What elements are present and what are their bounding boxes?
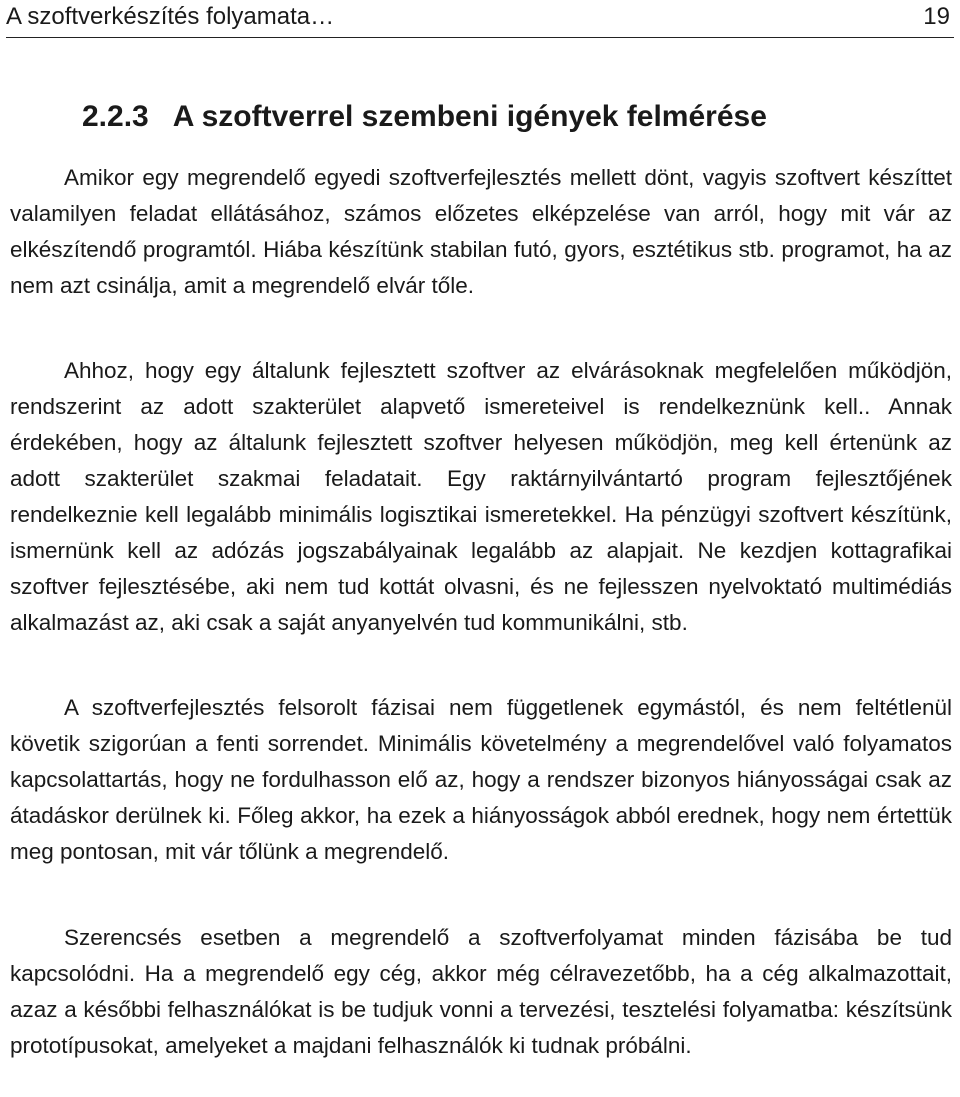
section-heading	[82, 100, 767, 134]
paragraph: Amikor egy megrendelő egyedi szoftverfejlesztés mellett dönt, vagyis szoftvert készíttet valamilyen feladat ellátásához, számos előzetes elképzelése van arról, hogy mit vár az elkészítendő programtól. Hiába készítünk stabilan futó, gyors, esztétikus stb. programot, ha az nem azt csinálja, amit a megrendelő elvár tőle.	[10, 165, 952, 298]
page-number: 19	[923, 3, 950, 30]
running-title: A szoftverkészítés folyamata…	[6, 3, 335, 30]
paragraph: Ahhoz, hogy egy általunk fejlesztett szoftver az elvárásoknak megfelelően működjön, rendszerint az adott szakterület alapvető ismereteivel is rendelkeznünk kell.. Annak érdekében, hogy az általunk fejlesztett szoftver helyesen működjön, meg kell értenünk az adott szakterület szakmai feladatait. Egy raktárnyilvántartó program fejlesztőjének rendelkeznie kell legalább minimális logisztikai ismeretekkel. Ha pénzügyi szoftvert készítünk, ismernünk kell az adózás jogszabályainak legalább az alapjait. Ne kezdjen kottagrafikai szoftver fejlesztésébe, aki nem tud kottát olvasni, és ne fejlesszen nyelvoktató multimédiás alkalmazást az, aki csak a saját anyanyelvén tud kommunikálni, stb.	[10, 358, 952, 635]
section-number: 2.2.3	[82, 100, 149, 133]
paragraph: A szoftverfejlesztés felsorolt fázisai nem függetlenek egymástól, és nem feltétlenül követik szigorúan a fenti sorrendet. Minimális követelmény a megrendelővel való folyamatos kapcsolattartás, hogy ne fordulhasson elő az, hogy a rendszer bizonyos hiányosságai csak az átadáskor derülnek ki. Főleg akkor, ha ezek a hiányosságok abból erednek, hogy nem értettük meg pontosan, mit vár tőlünk a megrendelő.	[10, 695, 952, 864]
section-title: A szoftverrel szembeni igények felmérése	[172, 100, 767, 133]
page-header	[6, 0, 954, 38]
paragraph: Szerencsés esetben a megrendelő a szoftverfolyamat minden fázisába be tud kapcsolódni. Ha a megrendelő egy cég, akkor még célravezetőbb, ha a cég alkalmazottait, azaz a későbbi felhasználókat is be tudjuk vonni a tervezési, tesztelési folyamatba: készítsünk prototípusokat, amelyeket a majdani felhasználók ki tudnak próbálni.	[10, 925, 952, 1058]
